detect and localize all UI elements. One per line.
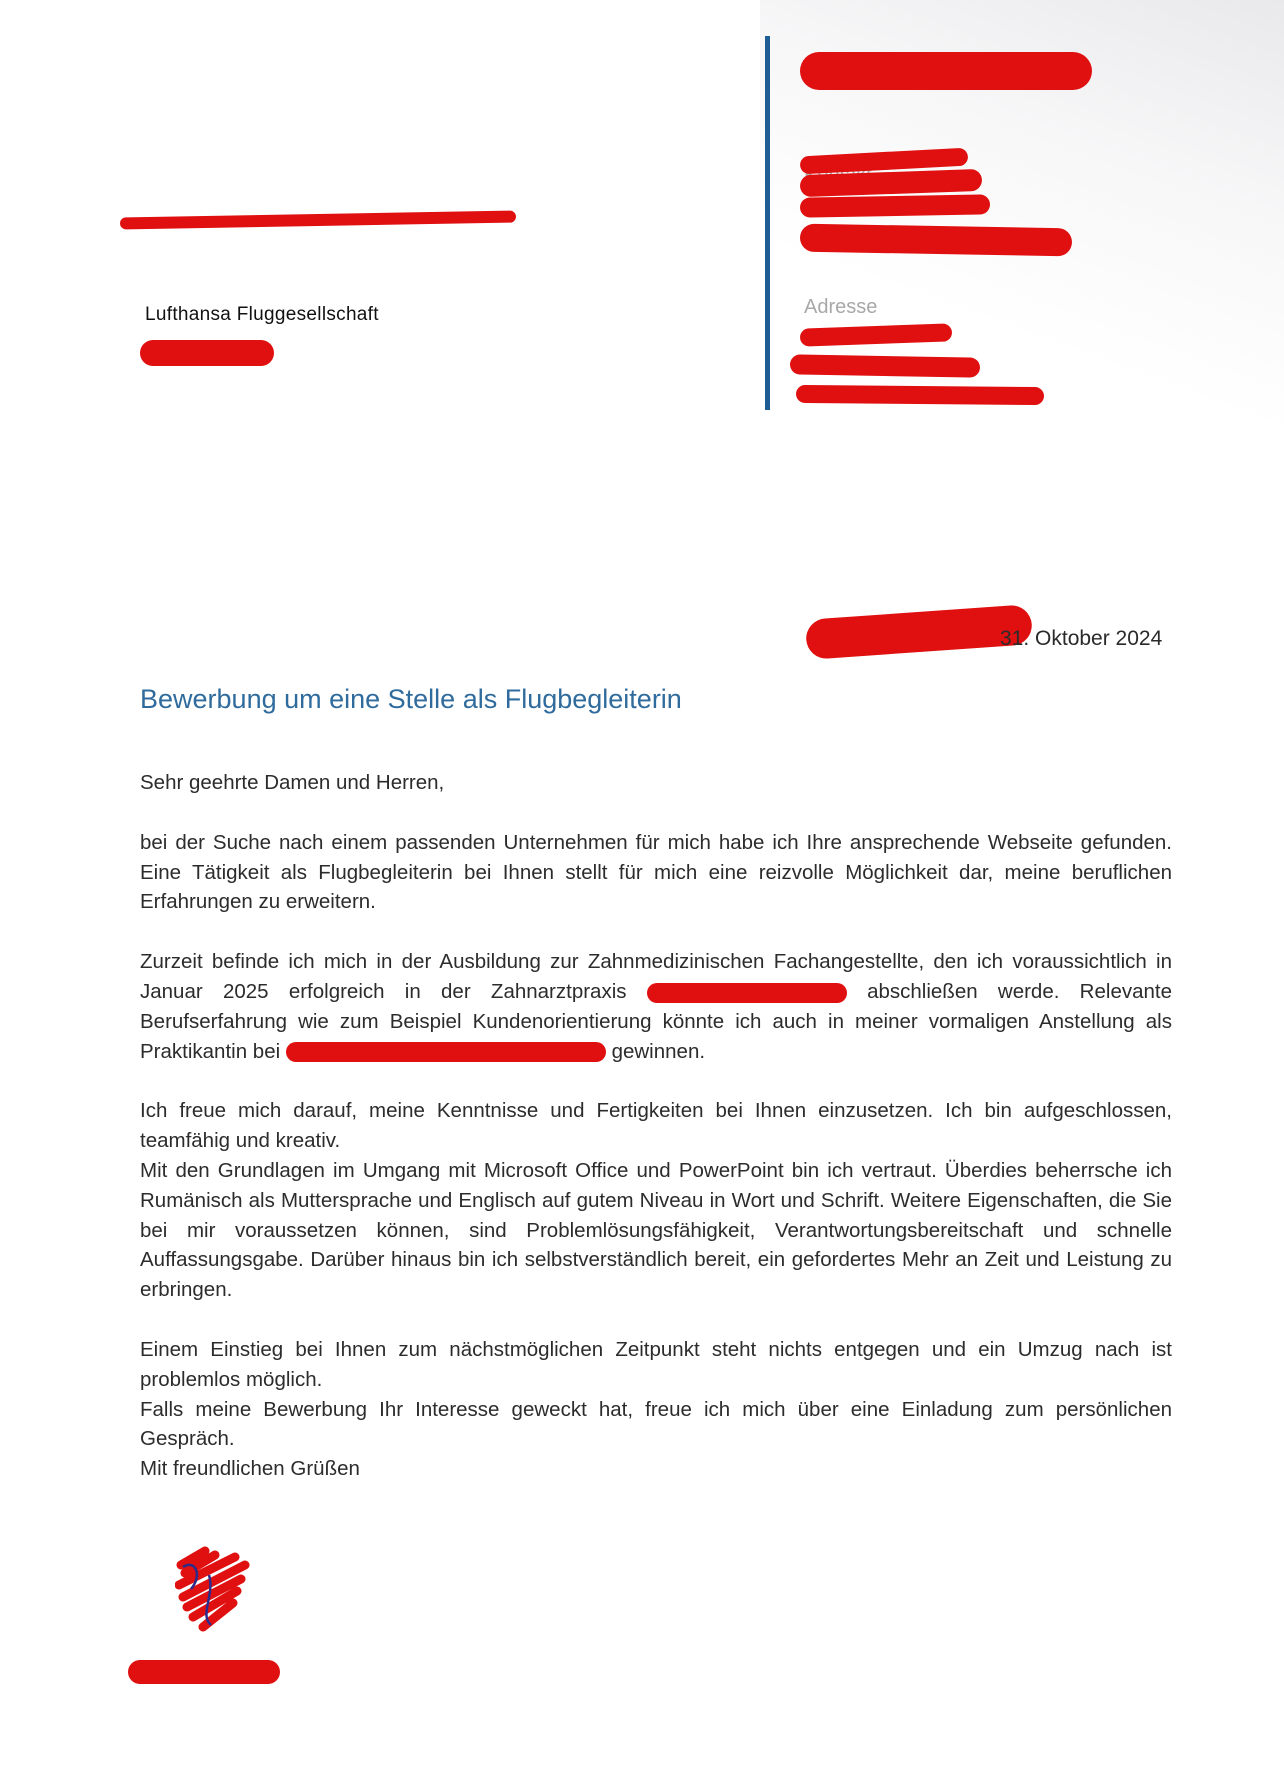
- redacted-sender-line: [120, 211, 516, 230]
- redacted-name: [800, 52, 1092, 90]
- paragraph-skills: Mit den Grundlagen im Umgang mit Microsoft Office und PowerPoint bin ich vertraut. Überdies beherrsche ich Rumänisch als Muttersprache und Englisch auf gutem Niveau in Wort und Schrift. Weitere Eigenschaften, die Sie bei mir voraussetzen können, sind Problemlösungsfähigkeit, Verantwortungsbereitschaft und schnelle Auffassungsgabe. Darüber hinaus bin ich selbstverständlich bereit, ein gefordertes Mehr an Zeit und Leistung zu erbringen.: [140, 1158, 1172, 1302]
- paragraph-education-part3: gewinnen.: [611, 1039, 706, 1063]
- recipient-company: Lufthansa Fluggesellschaft: [145, 304, 379, 325]
- letter-date: 31. Oktober 2024: [1000, 627, 1163, 650]
- redacted-practice-name: [647, 983, 847, 1003]
- address-label: Adresse: [804, 296, 878, 318]
- paragraph-motivation: Ich freue mich darauf, meine Kenntnisse und Fertigkeiten bei Ihnen einzusetzen. Ich bin aufgeschlossen, teamfähig und kreativ.: [140, 1099, 1172, 1153]
- redacted-signature: [175, 1545, 260, 1635]
- paragraph-interview: Falls meine Bewerbung Ihr Interesse geweckt hat, freue ich mich über eine Einladung zum persönlichen Gespräch.: [140, 1397, 1172, 1451]
- sidebar-accent-bar: [765, 36, 770, 410]
- paragraph-education-part1: Zurzeit befinde ich mich in der Ausbildung zur Zahnmedizinischen Fachangestellte, den ich voraussichtlich in Januar 2025 erfolgreich in der Zahnarztpraxis: [140, 950, 1172, 1003]
- salutation: Sehr geehrte Damen und Herren,: [140, 771, 445, 794]
- closing: Mit freundlichen Grüßen: [140, 1457, 360, 1481]
- redacted-address-line: [790, 354, 980, 377]
- redacted-signature-name: [128, 1660, 280, 1684]
- letter-body: [140, 768, 1172, 1484]
- redacted-employer-name: [286, 1042, 606, 1062]
- redacted-contact-line: [800, 194, 990, 217]
- paragraph-education-part2: abschließen werde. Relevante Berufserfahrung wie zum Beispiel Kundenorientierung könnte ich auch in meiner vormaligen Anstellung als Praktikantin bei: [140, 979, 1172, 1063]
- redacted-place: [805, 604, 1033, 660]
- redacted-contact-line: [800, 224, 1072, 257]
- redacted-recipient-line: [140, 340, 274, 366]
- redacted-address-line: [796, 385, 1044, 405]
- paragraph-availability: Einem Einstieg bei Ihnen zum nächstmöglichen Zeitpunkt steht nichts entgegen und ein Umzug nach ist problemlos möglich.: [140, 1337, 1172, 1391]
- paragraph-education: [140, 947, 1172, 1066]
- letter-subject: Bewerbung um eine Stelle als Flugbegleiterin: [140, 684, 682, 714]
- paragraph-intro: bei der Suche nach einem passenden Unternehmen für mich habe ich Ihre ansprechende Webseite gefunden. Eine Tätigkeit als Flugbegleiterin bei Ihnen stellt für mich eine reizvolle Möglichkeit dar, meine beruflichen Erfahrungen zu erweitern.: [140, 830, 1172, 914]
